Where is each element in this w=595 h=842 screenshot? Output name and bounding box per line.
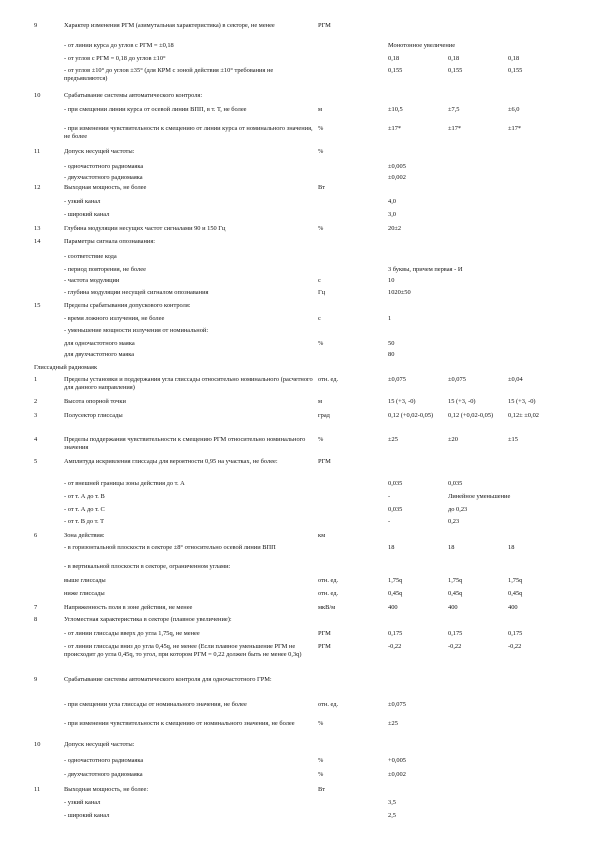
item-description: - при изменении чувствительности к смещению от номинального значения, не более [64, 720, 295, 727]
item-description: - широкий канал [64, 211, 110, 218]
table-row [0, 643, 568, 658]
item-description: - от внешней границы зоны действия до т. А [64, 480, 185, 487]
table-row [0, 493, 568, 501]
value-cat-2: ±0,075 [448, 376, 466, 383]
item-description: - одночастотного радиомаяка [64, 757, 144, 764]
item-unit: РГМ [318, 643, 331, 650]
table-row [0, 148, 568, 156]
table-row [0, 786, 568, 794]
item-number: 7 [34, 604, 38, 611]
item-unit: % [318, 125, 324, 132]
table-row [0, 590, 568, 598]
table-row [0, 771, 568, 779]
value-cat-3: 0,45q [508, 590, 523, 597]
item-description: - в вертикальной плоскости в секторе, ограниченном углами: [64, 563, 231, 570]
table-row [0, 563, 568, 571]
value-cat-2: ±17* [448, 125, 462, 132]
value-cat-1: ±25 [388, 720, 398, 727]
table-row [0, 340, 568, 348]
item-description: - при изменении чувствительности к смещению от линии курса от номинального значения, не более [64, 125, 313, 140]
item-number: 9 [34, 22, 38, 29]
value-cat-1: 10 [388, 277, 395, 284]
table-row [0, 812, 568, 820]
item-description: Допуск несущей частоты: [64, 148, 135, 155]
item-number: 5 [34, 458, 38, 465]
value-cat-1: ±0,075 [388, 376, 406, 383]
item-description: Выходная мощность, не более: [64, 786, 149, 793]
item-unit: % [318, 436, 324, 443]
merged-value: Линейное уменьшение [448, 493, 511, 500]
item-number: 15 [34, 302, 41, 309]
item-unit: Вт [318, 184, 326, 191]
item-description: Зона действия: [64, 532, 105, 539]
table-row [0, 532, 568, 540]
table-row [0, 577, 568, 585]
item-description: Выходная мощность, не более [64, 184, 147, 191]
value-cat-2: ±7,5 [448, 106, 460, 113]
value-cat-3: 0,12± ±0,02 [508, 412, 539, 419]
table-row [0, 42, 568, 50]
table-row [0, 412, 568, 420]
table-row [0, 225, 568, 233]
value-cat-1: +0,005 [388, 757, 406, 764]
table-row [0, 277, 568, 285]
value-cat-1: ±17* [388, 125, 402, 132]
item-description: для двухчастотного маяка [64, 351, 135, 358]
value-cat-3: ±6,0 [508, 106, 520, 113]
merged-value: Монотонное увеличение [388, 42, 456, 49]
item-number: 10 [34, 741, 41, 748]
value-cat-1: - [388, 493, 391, 500]
item-number: 12 [34, 184, 41, 191]
item-number: 8 [34, 616, 38, 623]
item-description: - при смещении линии курса от осевой линии ВПП, в т. Т, не более [64, 106, 247, 113]
value-cat-1: ±0,002 [388, 771, 406, 778]
value-cat-1: 15 (+3, -0) [388, 398, 416, 405]
value-cat-3: 400 [508, 604, 518, 611]
value-cat-2: 0,175 [448, 630, 463, 637]
table-row [0, 436, 568, 451]
item-unit: мкВ/м [318, 604, 336, 611]
value-cat-1: 0,155 [388, 67, 403, 74]
table-row [0, 506, 568, 514]
item-number: 4 [34, 436, 38, 443]
value-cat-3: ±0,04 [508, 376, 523, 383]
item-description: - одночастотного радиомаяка [64, 163, 144, 170]
item-number: 1 [34, 376, 38, 383]
item-description: - широкий канал [64, 812, 110, 819]
item-description: для одночастотного маяка [64, 340, 135, 347]
item-unit: % [318, 720, 324, 727]
item-description: - от т. В до т. Т [64, 518, 105, 525]
value-cat-1: 1,75q [388, 577, 403, 584]
value-cat-1: 3,5 [388, 799, 396, 806]
table-row [0, 398, 568, 406]
item-description: - время ложного излучения, не более [64, 315, 165, 322]
item-description: Параметры сигнала опознавания: [64, 238, 156, 245]
table-row [0, 22, 568, 30]
value-cat-1: -0,22 [388, 643, 402, 650]
item-number: 13 [34, 225, 41, 232]
value-cat-1: 20±2 [388, 225, 402, 232]
item-description: - период повторения, не более [64, 266, 146, 273]
item-description: Высота опорной точки [64, 398, 126, 405]
item-description: - от линии глиссады вверх до угла 1,75q, не менее [64, 630, 200, 637]
value-cat-3: 0,175 [508, 630, 523, 637]
value-cat-1: 80 [388, 351, 395, 358]
item-description: - частота модуляции [64, 277, 120, 284]
item-description: Амплитуда искривления глиссады для вероятности 0,95 на участках, не более: [64, 458, 278, 465]
item-unit: м [318, 106, 323, 113]
value-cat-2: 0,035 [448, 480, 463, 487]
item-unit: отн. ед. [318, 376, 339, 383]
value-cat-1: 1 [388, 315, 392, 322]
item-number: 9 [34, 676, 38, 683]
value-cat-1: 3,0 [388, 211, 396, 218]
value-cat-1: 0,45q [388, 590, 403, 597]
item-unit: % [318, 340, 324, 347]
item-number: 6 [34, 532, 38, 539]
table-row [0, 458, 568, 466]
item-description: Напряженность поля в зоне действия, не менее [64, 604, 193, 611]
value-cat-2: 15 (+3, -0) [448, 398, 476, 405]
value-cat-1: 4,0 [388, 198, 396, 205]
value-cat-2: -0,22 [448, 643, 462, 650]
value-cat-2: 1,75q [448, 577, 463, 584]
item-description: - от линии курса до углов с РГМ = ±0,18 [64, 42, 174, 49]
value-cat-2: 0,45q [448, 590, 463, 597]
item-description: Пределы срабатывания допускового контроля: [64, 302, 191, 309]
item-description: Угломестная характеристика в секторе (плавное увеличение): [64, 616, 232, 623]
table-row [0, 376, 568, 391]
item-number: 3 [34, 412, 38, 419]
table-row [0, 741, 568, 749]
item-unit: % [318, 148, 324, 155]
table-row [0, 55, 568, 63]
item-description: - от т. А до т. С [64, 506, 105, 513]
item-unit: РГМ [318, 22, 331, 29]
item-description: Пределы установки и поддержания угла глиссады относительно номинального (расчетного для данного направления) [64, 376, 313, 391]
item-description: - глубина модуляции несущей сигналом опознавания [64, 289, 209, 296]
table-row [0, 676, 568, 684]
item-description: - от углов с РГМ = 0,18 до углов ±10° [64, 55, 166, 62]
item-unit: Гц [318, 289, 326, 296]
item-description: - от линии глиссады вниз до угла 0,45q, не менее (Если плавное уменьшение РГМ не происходит до угла 0,45q, то угол, при котором РГМ = 0,22 должен быть не менее 0,3q) [64, 643, 302, 658]
table-row [0, 67, 568, 82]
value-cat-1: - [388, 518, 391, 525]
value-cat-2: до 0,23 [448, 506, 468, 513]
item-description: - в горизонтальной плоскости в секторе ±8° относительно осевой линии ВПП [64, 544, 276, 551]
item-unit: км [318, 532, 326, 539]
value-cat-1: ±25 [388, 436, 398, 443]
item-description: - узкий канал [64, 799, 101, 806]
value-cat-3: ±17* [508, 125, 522, 132]
item-description: Пределы поддержания чувствительности к смещению РГМ относительно номинального значения [64, 436, 306, 451]
item-unit: с [318, 277, 321, 284]
value-cat-1: 0,12 (+0,02-0,05) [388, 412, 434, 419]
table-row [0, 106, 568, 114]
value-cat-1: 50 [388, 340, 395, 347]
item-unit: % [318, 225, 324, 232]
value-cat-2: 0,12 (+0,02-0,05) [448, 412, 494, 419]
table-row [0, 238, 568, 246]
table-row [0, 174, 568, 182]
value-cat-2: 0,23 [448, 518, 460, 525]
value-cat-3: 18 [508, 544, 515, 551]
value-cat-3: 15 (+3, -0) [508, 398, 536, 405]
value-cat-3: 0,155 [508, 67, 523, 74]
item-unit: % [318, 757, 324, 764]
table-row [0, 518, 568, 526]
value-cat-1: 0,175 [388, 630, 403, 637]
table-row [0, 544, 568, 552]
value-cat-1: 0,035 [388, 506, 403, 513]
table-row [0, 327, 568, 335]
item-unit: отн. ед. [318, 701, 339, 708]
item-unit: РГМ [318, 458, 331, 465]
item-description: Характер изменения РГМ (азимутальная характеристика) в секторе, не менее [64, 22, 275, 29]
value-cat-1: ±0,075 [388, 701, 406, 708]
item-description: Глубина модуляции несущих частот сигналами 90 и 150 Гц [64, 225, 226, 232]
item-description: - от т. А до т. В [64, 493, 105, 500]
item-unit: с [318, 315, 321, 322]
value-cat-2: 0,18 [448, 55, 460, 62]
table-row [0, 480, 568, 488]
item-unit: отн. ед. [318, 590, 339, 597]
value-cat-1: 0,18 [388, 55, 400, 62]
item-number: 10 [34, 92, 41, 99]
item-description: ниже глиссады [64, 590, 105, 597]
table-row [0, 125, 568, 140]
value-cat-1: 1020±50 [388, 289, 411, 296]
item-unit: Вт [318, 786, 326, 793]
table-row [0, 289, 568, 297]
item-description: - от углов ±10° до углов ±35° (для КРМ с зоной действия ±10° требования не предъявляются) [64, 67, 274, 82]
table-row [0, 604, 568, 612]
item-description: - узкий канал [64, 198, 101, 205]
item-unit: % [318, 771, 324, 778]
value-cat-1: ±10,5 [388, 106, 403, 113]
item-unit: РГМ [318, 630, 331, 637]
table-row [0, 302, 568, 310]
table-row [0, 163, 568, 171]
item-description: - двухчастотного радиомаяка [64, 174, 143, 181]
item-description: - соответствие кода [64, 253, 117, 260]
item-number: 11 [34, 786, 41, 793]
table-row [0, 701, 568, 709]
value-cat-1: ±0,005 [388, 163, 406, 170]
value-cat-1: 2,5 [388, 812, 396, 819]
value-cat-2: 0,155 [448, 67, 463, 74]
table-row [0, 757, 568, 765]
value-cat-3: -0,22 [508, 643, 522, 650]
item-description: - двухчастотного радиомаяка [64, 771, 143, 778]
section-heading-row [0, 364, 434, 372]
table-row [0, 92, 568, 100]
table-row [0, 315, 568, 323]
item-description: - при смещении угла глиссады от номинального значения, не более [64, 701, 247, 708]
item-description: выше глиссады [64, 577, 106, 584]
table-row [0, 253, 568, 261]
table-row [0, 211, 568, 219]
table-row [0, 351, 568, 359]
item-unit: отн. ед. [318, 577, 339, 584]
value-cat-1: 400 [388, 604, 398, 611]
item-number: 2 [34, 398, 38, 405]
merged-value: 3 буквы, причем первая - И [388, 266, 463, 273]
table-row [0, 266, 568, 274]
value-cat-1: 0,035 [388, 480, 403, 487]
table-row [0, 720, 568, 728]
table-row [0, 799, 568, 807]
section-heading: Глиссадный радиомаяк [34, 364, 98, 371]
value-cat-3: 0,18 [508, 55, 520, 62]
value-cat-2: 400 [448, 604, 458, 611]
item-description: Срабатывание системы автоматического контроля для одночастотного ГРМ: [64, 676, 272, 683]
item-number: 11 [34, 148, 41, 155]
table-row [0, 198, 568, 206]
value-cat-1: 18 [388, 544, 395, 551]
item-description: Срабатывание системы автоматического контроля: [64, 92, 203, 99]
value-cat-2: ±20 [448, 436, 458, 443]
value-cat-1: ±0,002 [388, 174, 406, 181]
item-description: - уменьшение мощности излучения от номинальной: [64, 327, 209, 334]
item-description: Полусектор глиссады [64, 412, 123, 419]
table-row [0, 630, 568, 638]
item-description: Допуск несущей частоты: [64, 741, 135, 748]
item-unit: град [318, 412, 330, 419]
value-cat-3: ±15 [508, 436, 518, 443]
item-number: 14 [34, 238, 41, 245]
value-cat-2: 18 [448, 544, 455, 551]
item-unit: м [318, 398, 323, 405]
table-row [0, 184, 568, 192]
table-row [0, 616, 568, 624]
value-cat-3: 1,75q [508, 577, 523, 584]
